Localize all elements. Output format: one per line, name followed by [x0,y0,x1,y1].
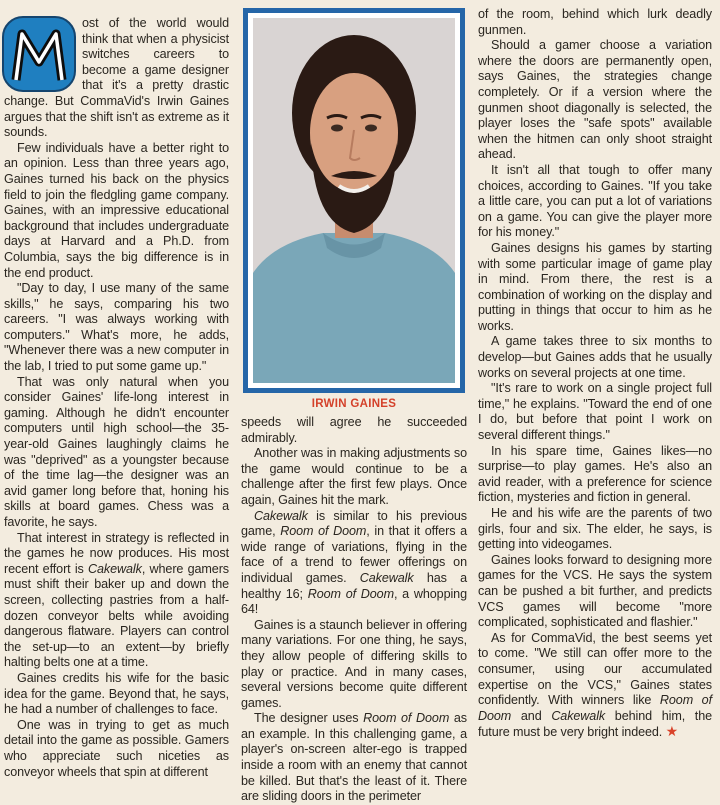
paragraph: Gaines is a staunch believer in offering many variations. For one thing, he says, they allow people of differing skills to play or practice. And in many cases, several versions become quite different games. [241,617,467,710]
paragraph: speeds will agree he succeeded admirably. [241,415,467,445]
column-1 [4,16,229,791]
paragraph: One was in trying to get as much detail into the game as possible. Gamers who appreciate such niceties as conveyor wheels that spin at different [4,717,229,779]
paragraph: It isn't all that tough to offer many choices, according to Gaines. "If you take a little care, you can put a lot of variations on a game. You can give the player more for his money." [478,162,712,240]
paragraph: The designer uses Room of Doom as an example. In this challenging game, a player's on-screen alter-ego is trapped inside a room with an enemy that cannot be killed. But that's the least of it. There are sliding doors in the perimeter [241,711,467,804]
paragraph: Gaines credits his wife for the basic idea for the game. Beyond that, he says, he had a number of challenges to face. [4,670,229,717]
portrait-photo [253,18,455,383]
paragraph: That interest in strategy is reflected in the games he now produces. His most recent effort is Cakewalk, where gamers must shift their baker up and down the screen, collecting pastries from a half-dozen conveyor belts while avoiding dangerous flatware. Players can control the set-up—to an extent—by briefly halting belts one at a time. [4,530,229,670]
paragraph: ost of the world would think that when a physicist switches careers to become a game designer that it's a pretty drastic change. But CommaVid's Irwin Gaines argues that the shift isn't as extreme as it sounds. [4,16,229,140]
paragraph: "It's rare to work on a single project full time," he explains. "Toward the end of one I do, but before that point I work on several different things." [478,381,712,443]
dropcap-m [2,16,76,92]
paragraph: That was only natural when you consider Gaines' life-long interest in gaming. Although he didn't encounter computers until high school—the 35-year-old Gaines laughingly claims he was "deprived" as a youngster because of the time lag—the designer was an avid gamer long before that, honing his skills at board games. Chess was a favorite, he says. [4,374,229,529]
paragraph: Another was in making adjustments so the game would continue to be a challenge after the first few plays. Once again, Gaines hit the mark. [241,446,467,507]
paragraph: As for CommaVid, the best seems yet to come. "We still can offer more to the consumer, using our accumulated expertise on the VCS," Gaines states confidently. With winners like Room of Doom and Cakewalk behind him, the future must be very bright indeed. ★ [478,630,713,740]
paragraph: of the room, behind which lurk deadly gunmen. [478,7,712,37]
paragraph: Few individuals have a better right to an opinion. Less than three years ago, Gaines turned his back on the physics field to join the fledgling game company. Gaines, with an impressive educational background that includes undergraduate days at Harvard and a Ph.D. from Columbia, says the big difference is in the end product. [4,140,229,280]
paragraph: "Day to day, I use many of the same skills," he says, comparing his two careers. "I was always working with computers." What's more, he adds, "Whenever there was a new computer in the lab, I tried to put some game up." [4,281,229,374]
column-2 [241,415,467,804]
paragraph: He and his wife are the parents of two girls, four and six. The elder, he says, is getting into videogames. [478,506,712,552]
photo-caption: IRWIN GAINES [311,398,397,410]
paragraph: A game takes three to six months to develop—but Gaines adds that he usually works on several projects at one time. [478,334,712,380]
paragraph: Gaines designs his games by starting with some particular image of game play in mind. From there, the rest is a combination of working on the display and putting in things that occur to him as he works. [478,240,712,333]
star-icon: ★ [665,723,679,740]
dropcap-letter: M [2,16,3,17]
paragraph: Cakewalk is similar to his previous game, Room of Doom, in that it offers a wide range of variations, flying in the face of a trend to fewer offerings on individual games. Cakewalk has a healthy 16; Room of Doom, a whopping 64! [241,508,467,617]
photo-frame [243,8,465,393]
paragraph: Should a gamer choose a variation where the doors are permanently open, says Gaines, the strategies change completely. Or if a version where the gunmen shoot diagonally is selected, the player loses the "safe spots" available when the hitmen can only shoot straight ahead. [478,38,712,162]
paragraph: Gaines looks forward to designing more games for the VCS. He says the system can be pushed a bit further, and predicts VCS games will become "more complicated, sophisticated and flashier." [478,552,712,630]
paragraph: In his spare time, Gaines likes—no surprise—to play games. He's also an avid reader, with a preference for science fiction, mysteries and fiction in general. [478,443,712,505]
column-3 [478,7,712,791]
